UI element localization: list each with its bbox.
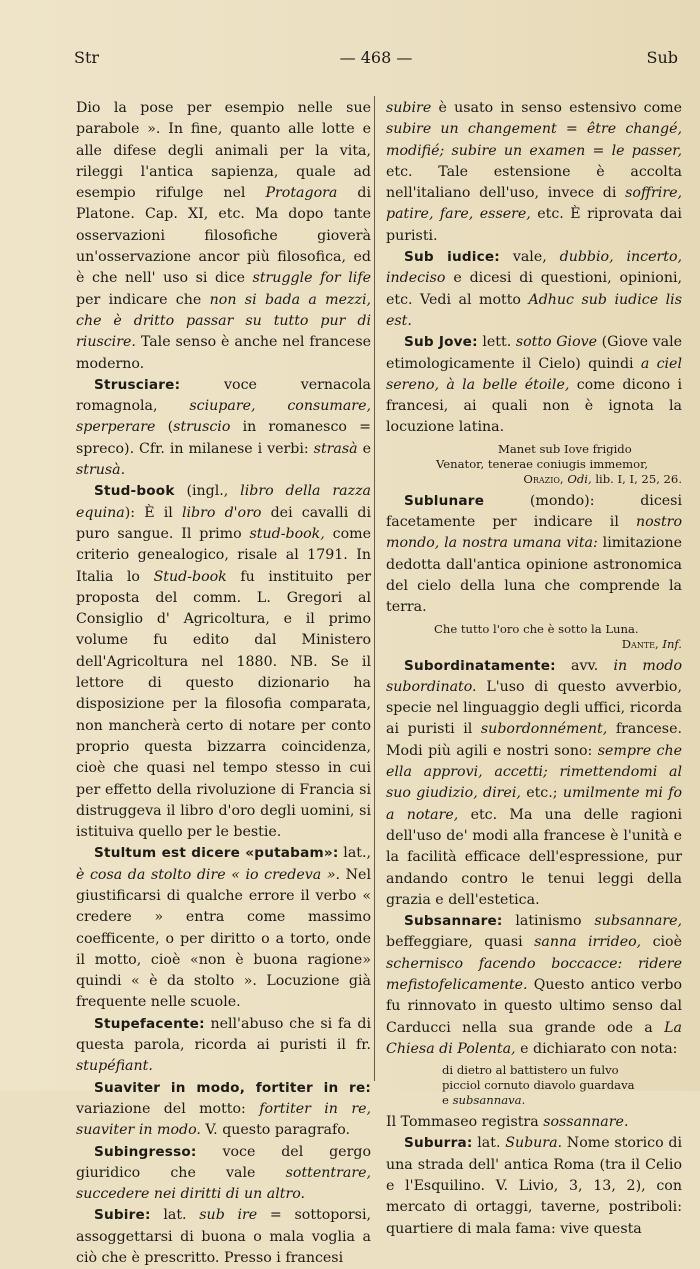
page-number: — 468 — [339,48,413,67]
headword: Subingresso: [94,1143,197,1160]
continued-entry: Dio la pose per esempio nelle sue parabole ». In fine, quanto alle lotte e alle difese degli animali per la vita, rileggi l'antica sapienza, quale ad esempio rifulge nel Protagora di Platone. Cap. XI, etc. Ma dopo tante osservazioni filosofiche gioverà un'osservazione ancor più filosofica, ed è che nell' uso si dice struggle for life per indicare che non si bada a mezzi, che è dritto passar su tutto pur di riuscire. Tale senso è anche nel francese moderno. [76,100,372,372]
entry-subordinatamente: Subordinatamente: avv. in modo subordinato. L'uso di questo avverbio, specie nel linguaggio degli uffici, ricorda ai puristi il subordonnément, francese. Modi più agili e nostri sono: sempre che ella approvi, accetti; rimettendomi al suo giudizio, direi, etc.; umilmente mi fo a notare, etc. Ma una delle ragioni dell'uso de' modi alla francese è l'unità e la facilità efficace dell'espressione, pur andando contro le tenui leggi della grazia e dell'estetica. [386,657,683,908]
right-column [386,98,682,1240]
quotation-carducci [386,1063,682,1108]
quote-line: Che tutto l'oro che è sotto la Luna. [434,621,639,636]
headword: Subire: [94,1207,151,1224]
entry-suburra: Suburra: lat. Subura. Nome storico di una strada dell' antica Roma (tra il Celio e l'Esquilino. V. Livio, 3, 13, 2), con mercato di ortaggi, taverne, postriboli: quartiere di mala fama: vive questa [386,1135,683,1237]
quote-line: Venator, tenerae coniugis immemor, [436,456,649,471]
headword: Subsannare: [404,913,503,930]
entry-sub-jove: Sub Jove: lett. sotto Giove (Giove vale etimologicamente il Cielo) quindi a ciel sereno, à la belle étoile, come dicono i francesi, ai quali non è ignota la locuzione latina. [386,334,683,436]
entry-stupefacente: Stupefacente: nell'abuso che si fa di questa parola, ricorda ai puristi il fr. stupéfiant. [76,1015,371,1075]
entry-strusciare: Strusciare: voce vernacola romagnola, sciupare, consumare, sperperare (struscio in romanesco = spreco). Cfr. in milanese i verbi: strasà e strusà. [76,376,372,479]
quote-source: Dante, Inf. [621,636,682,651]
left-column [76,98,371,1269]
column-divider [374,96,375,1081]
headword: Subordinatamente: [404,657,556,674]
entry-sub-iudice: Sub iudice: vale, dubbio, incerto, indeciso e dicesi di questioni, opinioni, etc. Vedi al motto Adhuc sub iudice lis est. [386,249,683,329]
entry-stultum-est-dicere: Stultum est dicere «putabam»: lat., è cosa da stolto dire « io credeva ». Nel giustificarsi di qualche errore il verbo « credere » entra come massimo coefficente, o per diritto o a torto, onde il motto, cioè «non è buona ragione» quindi « è da stolto ». Locuzione già frequente nelle scuole. [76,845,371,1011]
quotation-dante [386,622,682,652]
quotation-horace [386,442,682,487]
quote-line: picciol cornuto diavolo guardava [442,1078,635,1093]
quote-line: Manet sub Iove frigido [498,441,632,456]
headword: Stud-book [94,483,175,500]
headword: Suaviter in modo, fortiter in re: [94,1079,371,1096]
note-tommaseo: Il Tommaseo registra sossannare. [386,1114,629,1131]
quote-source: Orazio, Odi, lib. I, I, 25, 26. [523,471,682,486]
quote-line: di dietro al battistero un fulvo [442,1063,619,1078]
running-header [74,46,678,70]
entry-subsannare: Subsannare: latinismo subsannare, beffeggiare, quasi sanna irrideo, cioè schernisco facendo boccacce: ridere mefistofelicamente. Questo antico verbo fu rinnovato in questo ultimo senso dal Carducci nella sua grande ode a La Chiesa di Polenta, e dichiarato con nota: [386,913,683,1057]
quote-line: e subsannava. [442,1093,526,1108]
headword: Sub iudice: [404,249,500,266]
header-left-guide-word: Str [74,48,100,67]
entry-stud-book: Stud-book (ingl., libro della razza equina): È il libro d'oro dei cavalli di puro sangue. Il primo stud-book, come criterio genealogico, risale al 1791. In Italia lo Stud-book fu instituito per proposta del comm. L. Gregori al Consiglio d' Agricoltura, e il primo volume fu edito dal Ministero dell'Agricoltura nel 1880. NB. Se il lettore di questo dizionario ha disposizione per la filosofia comparata, non mancherà certo di notare per conto proprio questa bizzarra coincidenza, cioè che quasi nel tempo stesso in cui per effetto della rivoluzione di Francia si distruggeva il libro d'oro degli uomini, si istituiva quello per le bestie. [76,483,372,841]
headword: Stupefacente: [94,1015,205,1032]
header-right-guide-word: Sub [646,48,678,67]
entry-subire: Subire: lat. sub ire = sottoporsi, assoggettarsi di buona o mala voglia a ciò che è prescritto. Presso i francesi [76,1207,372,1267]
headword: Sub Jove: [404,334,478,351]
headword: Sublunare [404,492,485,509]
entry-subingresso: Subingresso: voce del gergo giuridico che vale sottentrare, succedere nei diritti di un altro. [76,1143,372,1203]
headword: Strusciare: [94,376,181,393]
headword: Stultum est dicere «putabam»: [94,845,339,862]
entry-suaviter-in-modo: Suaviter in modo, fortiter in re: variazione del motto: fortiter in re, suaviter in modo. V. questo paragrafo. [76,1079,372,1139]
entry-sublunare: Sublunare (mondo): dicesi facetamente per indicare il nostro mondo, la nostra umana vita: limitazione dedotta dall'antica opinione astronomica del cielo della luna che comprende la terra. [386,492,682,616]
continued-entry-subire: subire è usato in senso estensivo come subire un changement = être changé, modifié; subire un examen = le passer, etc. Tale estensione è accolta nell'italiano dell'uso, invece di soffrire, patire, fare, essere, etc. È riprovata dai puristi. [386,100,683,244]
headword: Suburra: [404,1135,473,1152]
